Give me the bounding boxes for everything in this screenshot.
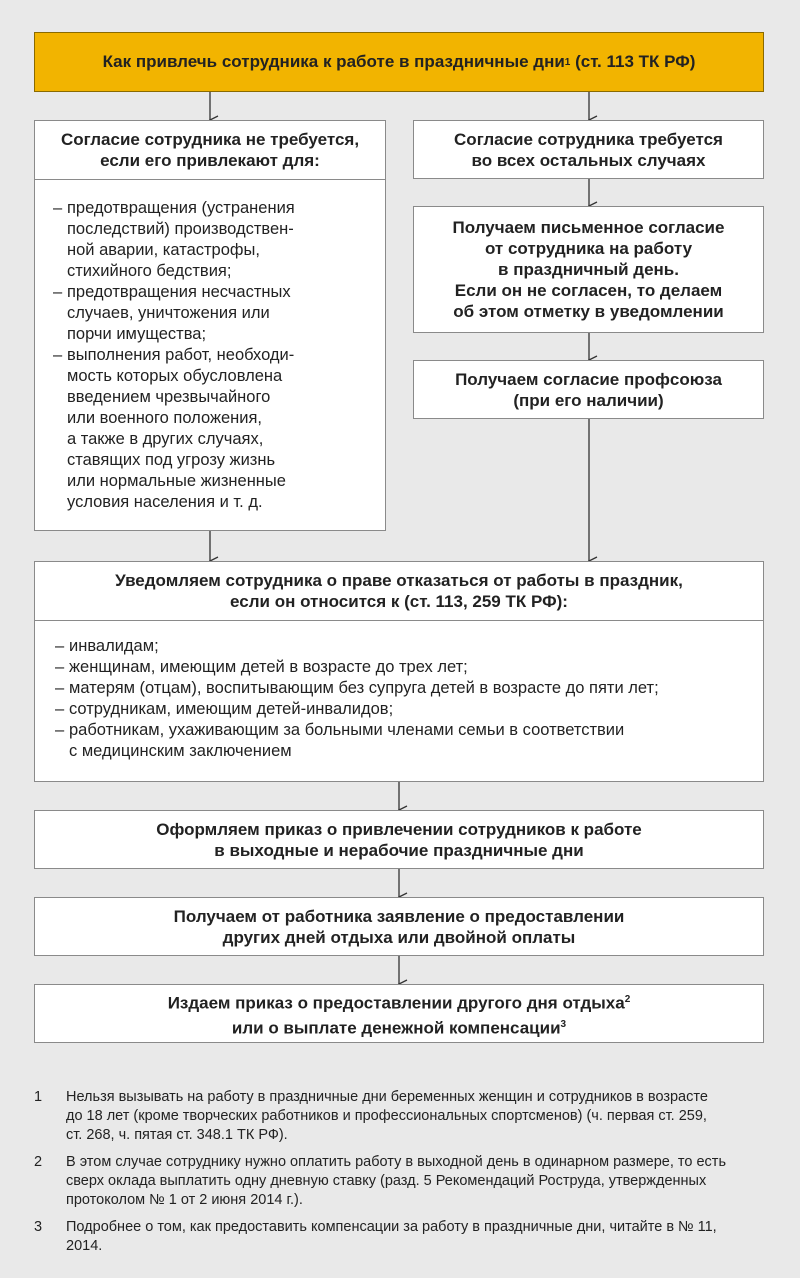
list-item: – работникам, ухаживающим за больными членами семьи в соответствии с медицинским заключением (55, 720, 751, 762)
footnote (34, 1153, 764, 1210)
list-item: – предотвращения (устранения последствий) производствен- ной аварии, катастрофы, стихийного бедствия; (53, 198, 373, 282)
no-consent-panel (34, 120, 386, 531)
union-consent-text: Получаем согласие профсоюза (при его наличии) (455, 369, 722, 410)
written-consent-box (413, 206, 764, 333)
footnote-number: 2 (34, 1154, 43, 1170)
consent-required-box (413, 120, 764, 179)
footnote-text: Подробнее о том, как предоставить компенсации за работу в праздничные дни, читайте в № 11, 2014. (66, 1219, 717, 1254)
title-law-ref: (ст. 113 ТК РФ) (570, 52, 696, 71)
notify-heading: Уведомляем сотрудника о праве отказаться от работы в праздник, если он относится к (ст. 113, 259 ТК РФ): (35, 562, 763, 621)
application-box (34, 897, 764, 956)
order-box (34, 810, 764, 869)
footnote (34, 1218, 764, 1256)
list-item: – инвалидам; (55, 636, 751, 657)
final-line-1: Издаем приказ о предоставлении другого дня отдыха (167, 993, 625, 1013)
list-item: – матерям (отцам), воспитывающим без супруга детей в возрасте до пяти лет; (55, 678, 751, 699)
list-item: – сотрудникам, имеющим детей-инвалидов; (55, 699, 751, 720)
order-text: Оформляем приказ о привлечении сотрудников к работе в выходные и нерабочие праздничные дни (156, 819, 642, 860)
no-consent-heading: Согласие сотрудника не требуется, если его привлекают для: (35, 121, 385, 180)
title-footnote-ref: 1 (564, 56, 571, 68)
footnote-text: Нельзя вызывать на работу в праздничные дни беременных женщин и сотрудников в возрасте до 18 лет (кроме творческих работников и профессиональных спортсменов) (ч. первая ст. 259, ст. 268, ч. пятая ст. 348.1 ТК РФ). (66, 1089, 708, 1143)
consent-required-text: Согласие сотрудника требуется во всех остальных случаях (454, 129, 723, 170)
footnotes (34, 1088, 764, 1264)
final-order-text (35, 985, 763, 1042)
application-text: Получаем от работника заявление о предоставлении других дней отдыха или двойной оплаты (173, 906, 625, 947)
footnote-number: 1 (34, 1089, 43, 1105)
flowchart-title (34, 32, 764, 92)
list-item: – выполнения работ, необходи- мость которых обусловлена введением чрезвычайного или военного положения, а также в других случаях, ставящих под угрозу жизнь или нормальные жизненные условия населения и т. д. (53, 345, 373, 513)
footnote-ref-3: 3 (560, 1018, 567, 1030)
notify-list (35, 621, 763, 762)
title-text: Как привлечь сотрудника к работе в праздничные дни (102, 52, 565, 71)
footnote-ref-2: 2 (624, 993, 631, 1005)
footnote (34, 1088, 764, 1145)
notify-panel (34, 561, 764, 782)
written-consent-text: Получаем письменное согласие от сотрудника на работу в праздничный день. Если он не согласен, то делаем об этом отметку в уведомлении (452, 218, 725, 321)
footnote-number: 3 (34, 1219, 43, 1235)
no-consent-list (35, 180, 385, 513)
list-item: – женщинам, имеющим детей в возрасте до трех лет; (55, 657, 751, 678)
final-order-box (34, 984, 764, 1043)
list-item: – предотвращения несчастных случаев, уничтожения или порчи имущества; (53, 282, 373, 345)
final-line-2: или о выплате денежной компенсации (231, 1018, 561, 1038)
footnote-text: В этом случае сотруднику нужно оплатить работу в выходной день в одинарном размере, то есть сверх оклада выплатить одну дневную ставку (разд. 5 Рекомендаций Роструда, утвержденных протоколом № 1 от 2 июня 2014 г.). (66, 1154, 727, 1208)
union-consent-box (413, 360, 764, 419)
